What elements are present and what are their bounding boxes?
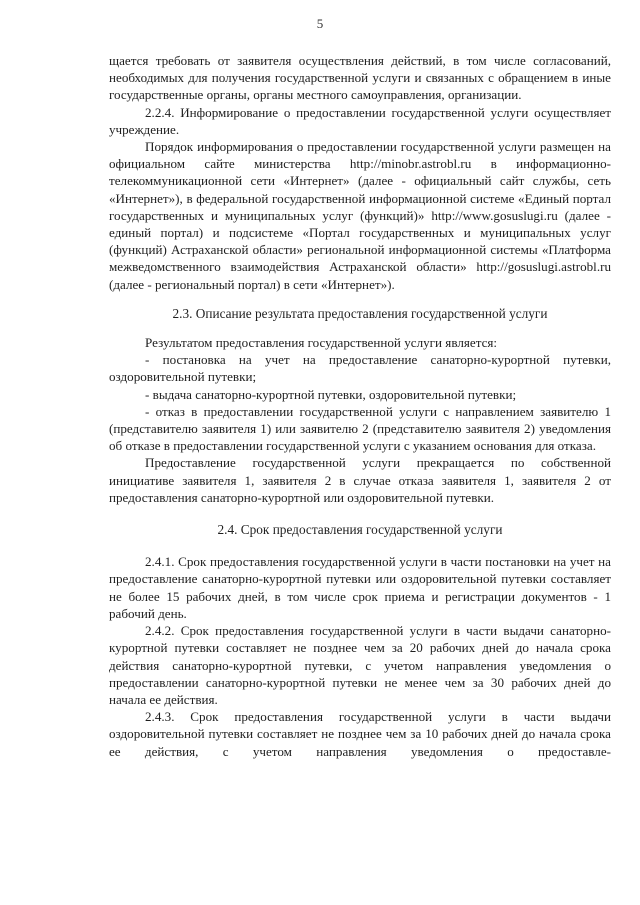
paragraph: щается требовать от заявителя осуществления действий, в том числе согласований, необходимых для получения государственной услуги и связанных с обращением в иные государственные органы, органы местного самоуправления, организации. <box>109 53 611 103</box>
paragraph: 2.4.3. Срок предоставления государственной услуги в части выдачи оздоровительной путевки составляет не позднее чем за 10 рабочих дней до начала срока ее действия, с учетом направления уведомления о предоставле- <box>109 709 611 759</box>
paragraph: Результатом предоставления государственной услуги является: <box>145 335 498 351</box>
section-heading-2-4: 2.4. Срок предоставления государственной услуги <box>217 522 503 538</box>
list-item: - выдача санаторно-курортной путевки, оздоровительной путевки; <box>145 386 517 402</box>
section-heading-2-3: 2.3. Описание результата предоставления государственной услуги <box>172 305 548 321</box>
document-body <box>109 52 611 760</box>
page-number: 5 <box>316 16 324 31</box>
list-item: - отказ в предоставлении государственной услуги с направлением заявителю 1 (представителю заявителя 1) или заявителю 2 (представителю заявителя 2) уведомления об отказе в предоставлении государственной услуги с указанием основания для отказа. <box>109 403 611 454</box>
paragraph: Порядок информирования о предоставлении государственной услуги размещен на официальном сайте министерства http://minobr.astrobl.ru в информационно-телекоммуникационной сети «Интернет» (далее - официальный сайт службы, сеть «Интернет»), в федеральной государственной информационной системе «Единый портал государственных и муниципальных услуг (функций)» http://www.gosuslugi.ru (далее - единый портал) и подсистеме «Портал государственных и муниципальных услуг (функций) Астраханской области» региональной информационной системы «Платформа межведомственного взаимодействия Астраханской области» http://gosuslugi.astrobl.ru (далее - региональный портал) в сети «Интернет»). <box>109 139 611 292</box>
paragraph: Предоставление государственной услуги прекращается по собственной инициативе заявителя 1, заявителя 2 в случае отказа заявителя 1, заявителя 2 от предоставления санаторно-курортной или оздоровительной путевки. <box>109 455 611 505</box>
paragraph: 2.4.2. Срок предоставления государственной услуги в части выдачи санаторно-курортной путевки составляет не позднее чем за 20 рабочих дней до начала срока действия санаторно-курортной путевки, с учетом направления уведомления о предоставлении санаторно-курортной путевки не менее чем за 30 рабочих дней до начала ее действия. <box>109 623 611 707</box>
list-item: - постановка на учет на предоставление санаторно-курортной путевки, оздоровительной путевки; <box>109 352 611 385</box>
paragraph: 2.4.1. Срок предоставления государственной услуги в части постановки на учет на предоставление санаторно-курортной путевки или оздоровительной путевки составляет не более 15 рабочих дней, в том числе срок приема и регистрации документов - 1 рабочий день. <box>109 554 611 621</box>
paragraph: 2.2.4. Информирование о предоставлении государственной услуги осуществляет учреждение. <box>109 104 611 137</box>
